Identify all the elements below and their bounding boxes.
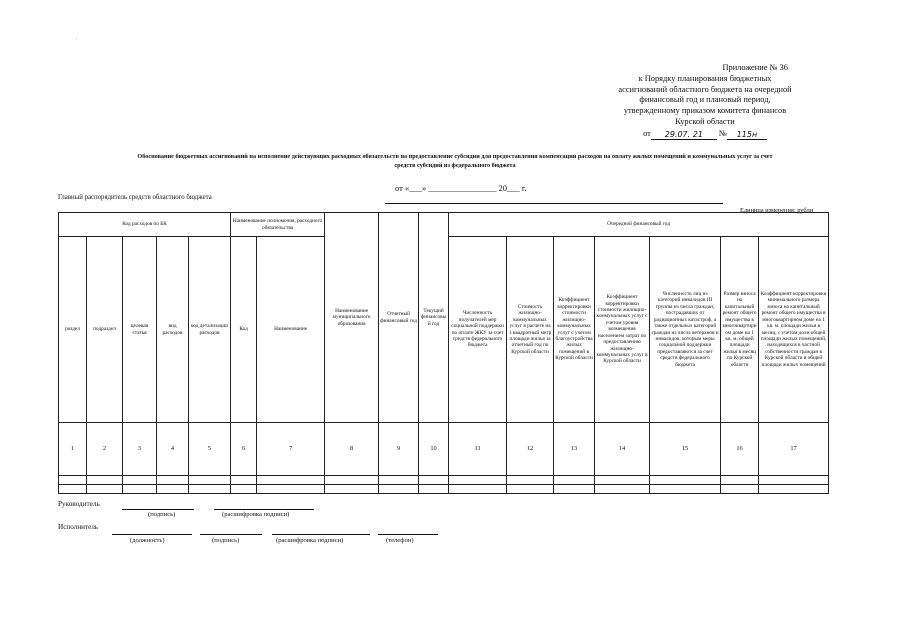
col-number: 1 — [59, 423, 87, 476]
col-number: 5 — [189, 423, 231, 476]
unit-label: Единица измерения: рубли — [740, 207, 814, 214]
table-row — [59, 485, 829, 494]
col-number: 17 — [759, 423, 829, 476]
handwritten-number: 115н — [727, 130, 767, 140]
head-decode-caption: (расшифровка подписи) — [222, 511, 290, 518]
executor-decode-line — [272, 534, 370, 535]
col-number: 4 — [157, 423, 189, 476]
budget-table — [58, 212, 829, 494]
table-row — [59, 476, 829, 485]
appendix-line-6: Курской области — [675, 116, 735, 126]
col-number: 7 — [257, 423, 325, 476]
col-number: 8 — [325, 423, 379, 476]
col-header-13: Коэффициент корректировки стоимости жилищно-коммунальных услуг с учетом благоустройства жилых помещений в Курской области — [554, 237, 595, 423]
date-prefix: от — [643, 128, 651, 138]
head-decode-line — [214, 509, 314, 510]
col-number: 14 — [595, 423, 650, 476]
head-sign-caption: (подпись) — [148, 511, 176, 518]
col-number: 15 — [650, 423, 721, 476]
executor-decode-caption: (расшифровка подписи) — [276, 537, 344, 544]
col-number: 13 — [554, 423, 595, 476]
executor-sign-line — [200, 534, 262, 535]
handwritten-date: 29.07. 21 — [651, 130, 717, 140]
executor-phone-caption: (телефон) — [386, 537, 414, 544]
col-header-15: Численность лиц из категорий инвалидов III группы из числа граждан, пострадавших от радиационных катастроф, а также отдельных категорий граждан из числа ветеранов и инвалидов, которым меры социальной поддержки предоставляются за счет средств федерального бюджета — [650, 237, 721, 423]
col-header-4: вид расходов — [157, 237, 189, 423]
number-prefix: № — [718, 128, 727, 138]
executor-position-caption: (должность) — [130, 537, 165, 544]
main-manager-line — [385, 203, 723, 204]
col-header-14: Коэффициент корректировки стоимости жилищно-коммунальных услуг с учетом уровня возмещения населением затрат по предоставлению жилищно-коммунальных услуг в Курской области — [595, 237, 650, 423]
title-line-2: средств субсидий из федерального бюджета — [394, 162, 516, 169]
executor-sign-caption: (подпись) — [212, 537, 240, 544]
col-header-16: Размер взноса на капитальный ремонт общего имущества в многоквартирном доме на 1 кв. м. общей площади жилья в месяц по Курской области — [721, 237, 759, 423]
appendix-date-number — [560, 129, 850, 140]
appendix-line-1: Приложение № 36 — [722, 63, 788, 72]
document-title — [40, 152, 870, 170]
appendix-line-2: к Порядку планирования бюджетных — [638, 73, 772, 83]
col-number: 16 — [721, 423, 759, 476]
col-header-1: раздел — [59, 237, 87, 423]
col-number: 11 — [449, 423, 507, 476]
head-label: Руководитель — [58, 500, 100, 508]
appendix-block — [560, 63, 850, 140]
col-number: 6 — [231, 423, 257, 476]
col-header-5: код детализации расходов — [189, 237, 231, 423]
appendix-line-3: ассигнований областного бюджета на очередной — [618, 84, 792, 94]
col-header-6: Код — [231, 237, 257, 423]
col-number: 12 — [507, 423, 554, 476]
col-header-17: Коэффициент корректировки минимального размера взноса на капитальный ремонт общего имущества в многоквартирном доме на 1 кв. м. площади жилья в месяц, с учетом доли общей площади жилых помещений, находящихся в частной собственности граждан в Курской области в общей площади жилых помещений — [759, 237, 829, 423]
obligation-group-header: Наименование полномочия, расходного обязательства — [231, 213, 325, 237]
next-year-group-header: Очередной финансовый год — [449, 213, 829, 237]
col-number: 2 — [87, 423, 123, 476]
col-header-11: Численность получателей мер социальной поддержки по оплате ЖКУ за счет средств федерального бюджета — [449, 237, 507, 423]
executor-position-line — [112, 534, 192, 535]
col-number: 9 — [379, 423, 419, 476]
col-header-12: Стоимость жилищно-коммунальных услуг в расчете на 1 квадратный метр площади жилья за отчетный год по Курской области — [507, 237, 554, 423]
executor-label: Исполнитель — [58, 523, 99, 531]
corner-mark: ' — [76, 38, 78, 44]
col-number: 3 — [123, 423, 157, 476]
appendix-line-4: финансовый год и плановый период, — [639, 95, 771, 105]
title-line-1: Обоснование бюджетных ассигнований на исполнение действующих расходных обязательств на предоставление субсидии для предоставления компенсации расходов на оплату жилых помещений и коммунальных услуг за счет — [137, 153, 773, 160]
main-manager-label: Главный распорядитель средств областного бюджета — [58, 194, 212, 201]
head-sign-line — [122, 509, 194, 510]
col-header-10: Текущий финансовый год — [419, 213, 449, 423]
col-header-2: подраздел — [87, 237, 123, 423]
col-header-7: Наименование — [257, 237, 325, 423]
executor-phone-line — [378, 534, 438, 535]
appendix-line-5: утвержденному приказом комитета финансов — [623, 106, 787, 116]
col-header-8: Наименование муниципального образования — [325, 213, 379, 423]
col-number: 10 — [419, 423, 449, 476]
date-row: от «___» ________________ 20___ г. — [395, 183, 527, 193]
col-header-3: целевая статья — [123, 237, 157, 423]
kbk-group-header: Код расходов по БК — [59, 213, 231, 237]
col-header-9: Отчетный финансовый год — [379, 213, 419, 423]
